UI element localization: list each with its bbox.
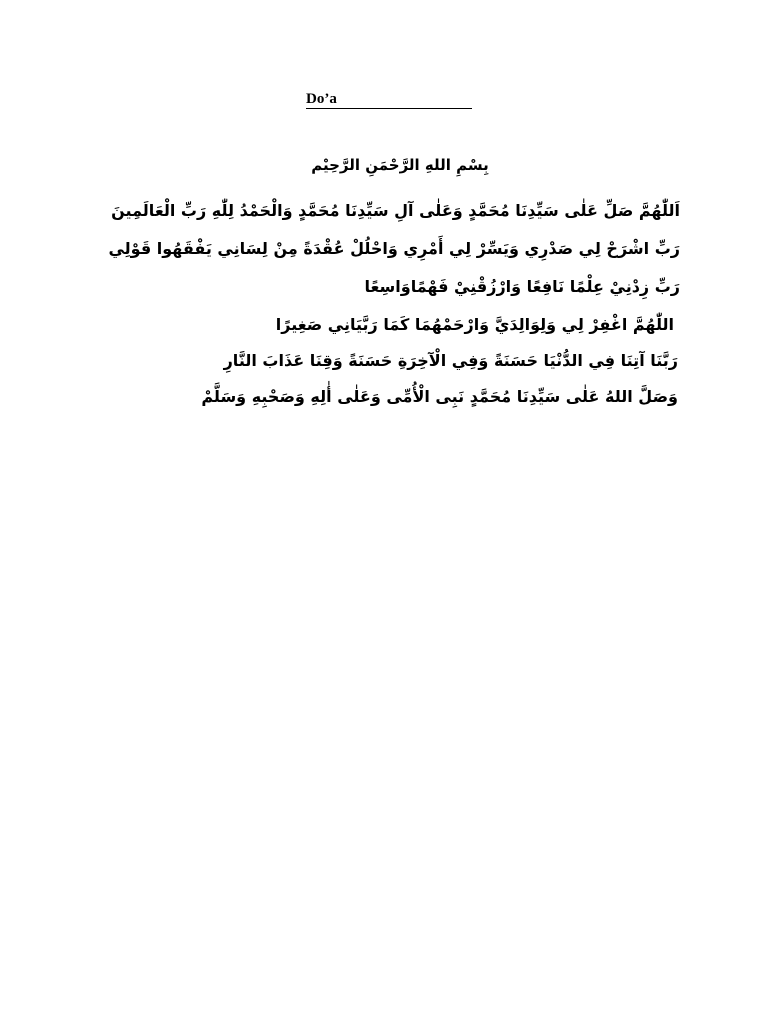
prayer-line-2: رَبِّ اشْرَحْ لِي صَدْرِي وَيَسِّرْ لِي أَمْرِي وَاحْلُلْ عُقْدَةً مِنْ لِسَانِي يَفْقَهُوا قَوْلِي	[108, 239, 680, 258]
title-underline	[306, 88, 472, 109]
document-title: Do’a	[306, 91, 337, 107]
prayer-line-1: اَللّٰهُمَّ صَلِّ عَلٰى سَيِّدِنَا مُحَمَّدٍ وَعَلٰى آلِ سَيِّدِنَا مُحَمَّدٍ وَالْحَمْدُ لِلّٰهِ رَبِّ الْعَالَمِينَ	[111, 201, 680, 220]
prayer-line-3: رَبِّ زِدْنِيْ عِلْمًا نَافِعًا وَارْزُقْنِيْ فَهْمًاوَاسِعًا	[364, 277, 680, 296]
prayer-line-4: اللّٰهُمَّ اغْفِرْ لِي وَلِوَالِدَيَّ وَارْحَمْهُمَا كَمَا رَبَّيَانِي صَغِيرًا	[275, 315, 674, 334]
prayer-line-5: رَبَّنَا آتِنَا فِي الدُّنْيَا حَسَنَةً وَفِي الْآخِرَةِ حَسَنَةً وَقِنَا عَذَابَ النَّارِ	[223, 351, 678, 370]
prayer-line-6: وَصَلَّ اللهُ عَلٰى سَيِّدِنَا مُحَمَّدٍ نَبِى الْأُمِّى وَعَلٰى أٰلِهِ وَصَحْبِهِ وَسَلَّمْ	[201, 387, 678, 406]
basmala-line: بِسْمِ اللهِ الرَّحْمَنِ الرَّحِيْم	[311, 156, 489, 174]
